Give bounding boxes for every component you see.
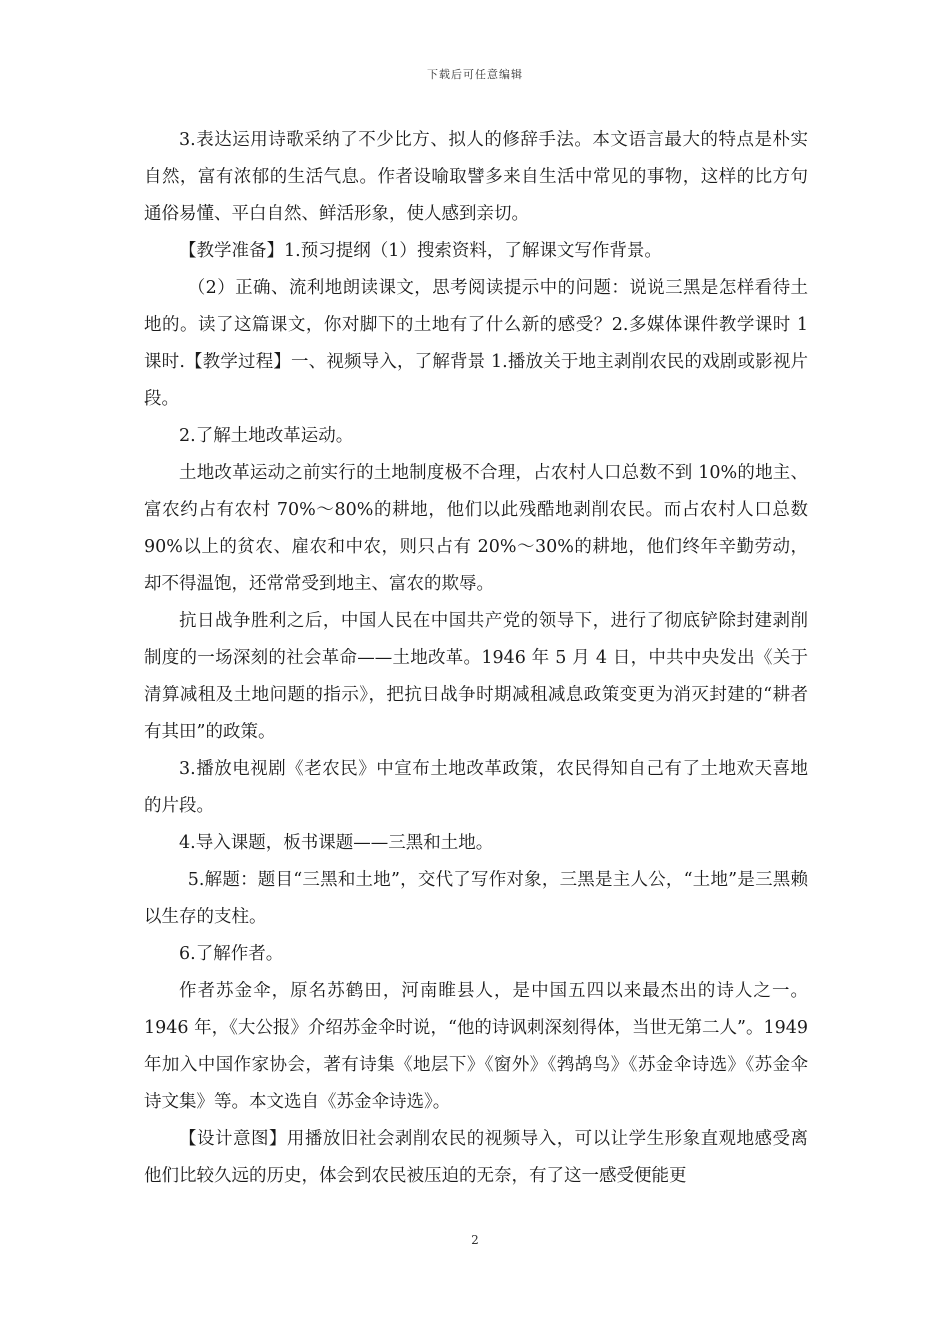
page-number: 2 — [471, 1233, 479, 1247]
paragraph-topic-explanation: 5.解题：题目“三黑和土地”，交代了写作对象，三黑是主人公，“土地”是三黑赖以生存的支柱。 — [144, 870, 808, 927]
paragraph-introduce-topic: 4.导入课题，板书课题——三黑和土地。 — [179, 833, 494, 853]
paragraph-tv-drama: 3.播放电视剧《老农民》中宣布土地改革政策，农民得知自己有了土地欢天喜地的片段。 — [144, 759, 808, 816]
paragraph-teaching-prep: 【教学准备】1.预习提纲（1）搜索资料，了解课文写作背景。 — [179, 241, 662, 261]
paragraph-about-author-heading: 6.了解作者。 — [179, 944, 284, 964]
paragraph-prep-item-2: （2）正确、流利地朗读课文，思考阅读提示中的问题：说说三黑是怎样看待土地的。读了这篇课文，你对脚下的土地有了什么新的感受？2.多媒体课件教学课时 1 课时.【教学过程】一、视频导入，了解背景 1.播放关于地主剥削农民的戏剧或影视片段。 — [144, 278, 808, 409]
paragraph-author-bio: 作者苏金伞，原名苏鹤田，河南睢县人，是中国五四以来最杰出的诗人之一。1946 年，《大公报》介绍苏金伞时说，“他的诗讽刺深刻得体，当世无第二人”。1949 年加入中国作家协会，著有诗集《地层下》《窗外》《鹁鸪鸟》《苏金伞诗选》《苏金伞诗文集》等。本文选自《苏金伞诗选》。 — [144, 981, 808, 1112]
paragraph-land-system: 土地改革运动之前实行的土地制度极不合理，占农村人口总数不到 10%的地主、富农约占有农村 70%～80%的耕地，他们以此残酷地剥削农民。而占农村人口总数 90%以上的贫农、雇农和中农，则只占有 20%～30%的耕地，他们终年辛勤劳动，却不得温饱，还常常受到地主、富农的欺辱。 — [144, 463, 808, 594]
paragraph-land-reform-heading: 2.了解土地改革运动。 — [179, 426, 354, 446]
paragraph-post-war-reform: 抗日战争胜利之后，中国人民在中国共产党的领导下，进行了彻底铲除封建剥削制度的一场深刻的社会革命——土地改革。1946 年 5 月 4 日，中共中央发出《关于清算减租及土地问题的指示》，把抗日战争时期减租减息政策变更为消灭封建的“耕者有其田”的政策。 — [144, 611, 808, 742]
page-header: 下载后可任意编辑 — [427, 68, 523, 81]
paragraph-expression: 3.表达运用诗歌采纳了不少比方、拟人的修辞手法。本文语言最大的特点是朴实自然，富有浓郁的生活气息。作者设喻取譬多来自生活中常见的事物，这样的比方句通俗易懂、平白自然、鲜活形象，使人感到亲切。 — [144, 130, 808, 224]
document-body — [144, 122, 808, 1195]
paragraph-design-intent: 【设计意图】用播放旧社会剥削农民的视频导入，可以让学生形象直观地感受离他们比较久远的历史，体会到农民被压迫的无奈，有了这一感受便能更 — [144, 1129, 808, 1186]
